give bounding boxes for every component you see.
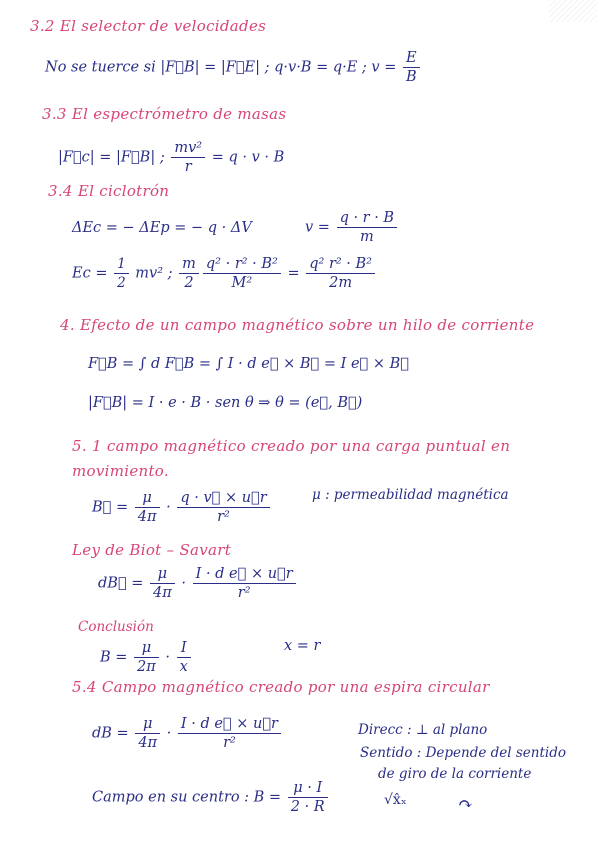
- equation-text: Campo en su centro : B =: [92, 789, 286, 806]
- equation-mass-spectrometer: [58, 140, 284, 175]
- equation-text: B⃗ =: [92, 499, 133, 516]
- fraction-m-half: [179, 256, 199, 291]
- fraction-denominator: 2: [184, 275, 194, 291]
- fraction-numerator: μ: [150, 566, 175, 584]
- fraction-numerator: m: [179, 256, 199, 274]
- fraction-numerator: q² r² · B²: [306, 256, 375, 274]
- fraction-numerator: μ · I: [288, 780, 328, 798]
- distance-note: x = r: [284, 638, 321, 654]
- fraction-center-field: [288, 780, 328, 815]
- equation-text: ·: [176, 575, 191, 592]
- fraction-denominator: r²: [217, 509, 230, 525]
- equation-point-charge-field: [92, 490, 272, 525]
- equation-text: No se tuerce si |F⃗B| = |F⃗E| ; q·v·B = q·E ; v =: [45, 59, 401, 76]
- fraction-denominator: 4π: [138, 735, 158, 751]
- fraction-denominator: 2m: [329, 275, 353, 291]
- fraction-mu: [135, 490, 160, 525]
- direction-note: Direcc : ⊥ al plano: [358, 722, 488, 738]
- equation-text: |F⃗c| = |F⃗B| ;: [58, 149, 170, 166]
- fraction-denominator: 4π: [137, 509, 157, 525]
- fraction-current-element: [193, 566, 296, 601]
- fraction-result: [306, 256, 375, 291]
- fraction-numerator: I · d e⃗ × u⃗r: [193, 566, 296, 584]
- equation-cyclotron-velocity: [305, 210, 399, 245]
- fraction-numerator: q · v⃗ × u⃗r: [177, 490, 269, 508]
- heading-3-3: 3.3 El espectrómetro de masas: [42, 105, 287, 123]
- fraction-numerator: q² · r² · B²: [203, 256, 281, 274]
- equation-text: ·: [160, 649, 175, 666]
- fraction-numerator: μ: [135, 716, 160, 734]
- fraction-denominator: x: [179, 659, 188, 675]
- heading-3-4: 3.4 El ciclotrón: [48, 182, 170, 200]
- fraction-numerator: E: [403, 50, 420, 68]
- heading-5-1-continued: movimiento.: [72, 462, 169, 480]
- fraction-denominator: M²: [231, 275, 253, 291]
- equation-loop-element: [92, 716, 283, 751]
- equation-text: B =: [100, 649, 133, 666]
- equation-biot-savart: [98, 566, 298, 601]
- scan-corner-mark: [549, 0, 597, 22]
- equation-energy: ΔEc = − ΔEp = − q · ΔV: [72, 220, 252, 236]
- fraction-q-squared: [203, 256, 281, 291]
- permeability-note: μ : permeabilidad magnética: [312, 487, 509, 503]
- fraction-denominator: 2: [117, 275, 126, 291]
- equation-straight-wire: [100, 640, 193, 675]
- equation-loop-center: [92, 780, 330, 815]
- fraction-numerator: μ: [134, 640, 159, 658]
- fraction-mu: [150, 566, 175, 601]
- equation-text: =: [282, 265, 305, 282]
- fraction-denominator: r²: [237, 585, 251, 601]
- equation-text: ·: [161, 499, 176, 516]
- fraction-numerator: 1: [114, 256, 129, 274]
- equation-text: dB⃗ =: [98, 575, 149, 592]
- fraction-denominator: 4π: [153, 585, 172, 601]
- fraction-charge: [177, 490, 269, 525]
- fraction-denominator: r²: [223, 735, 236, 751]
- sense-note-continued: de giro de la corriente: [378, 766, 532, 782]
- fraction-denominator: 2 · R: [290, 799, 325, 815]
- heading-5-1: 5. 1 campo magnético creado por una carga puntual en: [72, 437, 511, 455]
- equation-text: ·: [162, 725, 176, 742]
- fraction-numerator: μ: [135, 490, 160, 508]
- heading-biot-savart: Ley de Biot – Savart: [72, 541, 232, 559]
- fraction-current-element: [178, 716, 281, 751]
- fraction-half: [114, 256, 129, 291]
- equation-kinetic-energy: [72, 256, 377, 291]
- fraction-numerator: q · r · B: [337, 210, 398, 228]
- fraction-denominator: 2π: [137, 659, 156, 675]
- equation-force-magnitude: |F⃗B| = I · e · B · sen θ ⇒ θ = (e⃗, B⃗): [88, 395, 363, 411]
- equation-text: v =: [305, 219, 335, 236]
- fraction-centripetal: [171, 140, 205, 175]
- heading-4: 4. Efecto de un campo magnético sobre un hilo de corriente: [60, 316, 535, 334]
- fraction-v: [403, 50, 420, 85]
- fraction-denominator: r: [184, 159, 192, 175]
- fraction-mu: [135, 716, 160, 751]
- fraction-numerator: I: [177, 640, 191, 658]
- equation-text: = q · v · B: [207, 149, 285, 166]
- equation-velocity-selector: [45, 50, 422, 85]
- fraction-denominator: B: [405, 69, 417, 85]
- heading-conclusion: Conclusión: [78, 619, 154, 635]
- equation-text: mv² ;: [130, 265, 178, 282]
- equation-text: dB =: [92, 725, 134, 742]
- rotation-sketch-icon: ↷: [458, 794, 474, 815]
- direction-sketch-icon: √x̂ₓ: [384, 792, 407, 808]
- fraction-v: [337, 210, 398, 245]
- fraction-current-distance: [177, 640, 191, 675]
- sense-note: Sentido : Depende del sentido: [360, 745, 567, 761]
- equation-text: Ec =: [72, 265, 113, 282]
- equation-force-wire: F⃗B = ∫ d F⃗B = ∫ I · d e⃗ × B⃗ = I e⃗ × B⃗: [88, 356, 409, 372]
- heading-5-4: 5.4 Campo magnético creado por una espira circular: [72, 678, 490, 696]
- fraction-numerator: mv²: [171, 140, 205, 158]
- fraction-numerator: I · d e⃗ × u⃗r: [178, 716, 281, 734]
- heading-3-2: 3.2 El selector de velocidades: [30, 17, 267, 35]
- fraction-denominator: m: [359, 229, 374, 245]
- fraction-mu: [134, 640, 159, 675]
